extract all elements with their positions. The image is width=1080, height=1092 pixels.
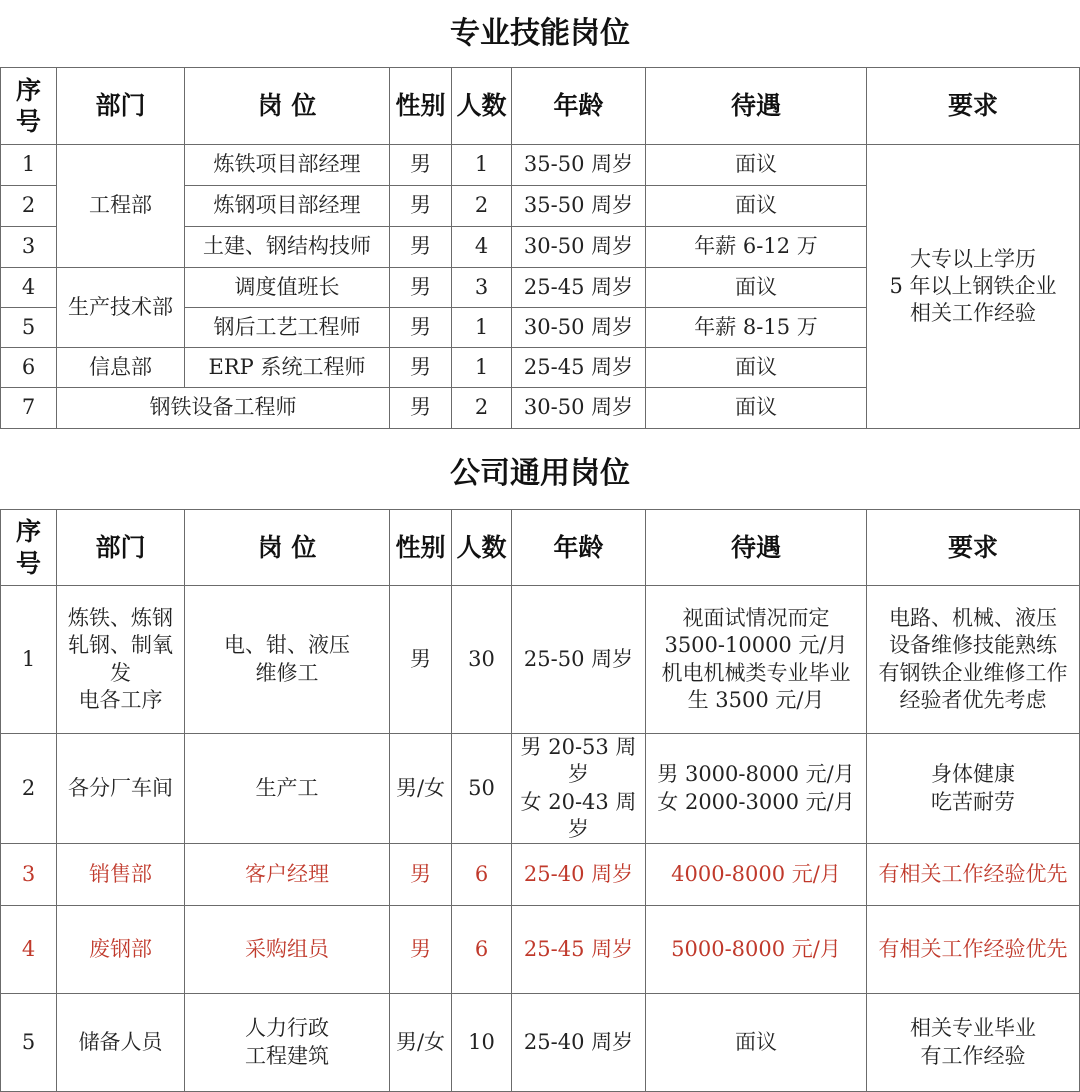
cell-line: 有相关工作经验优先 <box>878 937 1068 962</box>
cell-line: 有工作经验 <box>920 1043 1026 1068</box>
cell-line: 储备人员 <box>78 1030 163 1055</box>
cell-line: 女 2000-3000 元/月 <box>657 789 855 814</box>
age-cell: 30-50 周岁 <box>512 227 646 268</box>
age-cell: 30-50 周岁 <box>512 308 646 348</box>
pay-cell <box>646 586 867 734</box>
position-cell: 调度值班长 <box>185 268 390 308</box>
table-row <box>1 734 1080 844</box>
table-header-row <box>1 510 1080 586</box>
cell-line: 各分厂车间 <box>68 775 173 800</box>
dept-cell: 信息部 <box>57 348 185 388</box>
gender-cell: 男 <box>390 186 452 227</box>
header-index: 序 号 <box>1 68 57 145</box>
cell-line: 女 20-43 周岁 <box>520 789 637 841</box>
row-index <box>1 906 57 994</box>
position-cell <box>185 994 390 1092</box>
table-row <box>1 994 1080 1092</box>
cell-line: 5 <box>21 1030 36 1055</box>
count-cell <box>452 906 512 994</box>
pay-cell: 面议 <box>646 268 867 308</box>
gender-cell <box>390 994 452 1092</box>
cell-line: 维修工 <box>255 660 319 685</box>
cell-line: 机电机械类专业毕业 <box>661 660 851 685</box>
dept-cell <box>57 906 185 994</box>
req-cell <box>867 906 1080 994</box>
age-cell <box>512 734 646 844</box>
count-cell: 1 <box>452 308 512 348</box>
gender-cell <box>390 906 452 994</box>
age-cell <box>512 994 646 1092</box>
header-requirement: 要求 <box>867 68 1080 145</box>
cell-line: 25-45 周岁 <box>523 937 634 962</box>
row-index <box>1 844 57 906</box>
position-cell: 钢铁设备工程师 <box>57 388 390 429</box>
header-gender: 性别 <box>390 68 452 145</box>
pay-cell <box>646 906 867 994</box>
cell-line: 电各工序 <box>78 687 163 712</box>
cell-line: 3500-10000 元/月 <box>664 633 848 658</box>
gender-cell: 男 <box>390 268 452 308</box>
row-index <box>1 734 57 844</box>
pay-cell: 年薪 8-15 万 <box>646 308 867 348</box>
gender-cell: 男 <box>390 308 452 348</box>
age-cell <box>512 586 646 734</box>
professional-positions-table <box>0 67 1080 429</box>
cell-line: 工程建筑 <box>245 1043 329 1068</box>
cell-line: 男 <box>410 937 431 962</box>
header-pay: 待遇 <box>646 510 867 586</box>
dept-cell: 工程部 <box>57 145 185 268</box>
gender-cell <box>390 844 452 906</box>
dept-cell <box>57 586 185 734</box>
cell-line: 50 <box>468 775 495 800</box>
cell-line: 采购组员 <box>245 937 329 962</box>
pay-cell: 面议 <box>646 186 867 227</box>
cell-line: 男/女 <box>395 775 446 800</box>
cell-line: 25-40 周岁 <box>523 1030 634 1055</box>
gender-cell: 男 <box>390 145 452 186</box>
position-cell: 土建、钢结构技师 <box>185 227 390 268</box>
req-cell <box>867 734 1080 844</box>
pay-cell: 面议 <box>646 348 867 388</box>
cell-line: 吃苦耐劳 <box>931 789 1015 814</box>
row-index: 7 <box>1 388 57 429</box>
cell-line: 视面试情况而定 <box>682 605 830 630</box>
position-cell: 钢后工艺工程师 <box>185 308 390 348</box>
cell-line: 人力行政 <box>245 1016 329 1041</box>
header-pay: 待遇 <box>646 68 867 145</box>
section-title-professional: 专业技能岗位 <box>450 16 630 51</box>
cell-line: 1 <box>21 646 36 671</box>
dept-cell <box>57 994 185 1092</box>
cell-line: 25-40 周岁 <box>523 862 634 887</box>
pay-cell: 年薪 6-12 万 <box>646 227 867 268</box>
count-cell: 4 <box>452 227 512 268</box>
age-cell: 25-45 周岁 <box>512 268 646 308</box>
table-row <box>1 145 1080 186</box>
cell-line: 身体健康 <box>931 762 1015 787</box>
position-cell <box>185 586 390 734</box>
position-cell <box>185 734 390 844</box>
pay-cell <box>646 734 867 844</box>
table-row <box>1 586 1080 734</box>
count-cell <box>452 734 512 844</box>
cell-line: 男 3000-8000 元/月 <box>657 762 855 787</box>
pay-cell <box>646 844 867 906</box>
header-position: 岗 位 <box>185 510 390 586</box>
cell-line: 炼铁、炼钢 <box>68 605 173 630</box>
pay-cell <box>646 994 867 1092</box>
cell-line: 生产工 <box>255 775 319 800</box>
row-index: 1 <box>1 145 57 186</box>
age-cell: 25-45 周岁 <box>512 348 646 388</box>
cell-line: 4000-8000 元/月 <box>671 862 841 887</box>
cell-line: 经验者优先考虑 <box>899 687 1047 712</box>
section-title-general: 公司通用岗位 <box>450 456 630 491</box>
dept-cell <box>57 734 185 844</box>
header-requirement: 要求 <box>867 510 1080 586</box>
header-count: 人数 <box>452 68 512 145</box>
count-cell: 2 <box>452 186 512 227</box>
cell-line: 轧钢、制氧发 <box>68 633 173 685</box>
cell-line: 设备维修技能熟练 <box>889 633 1057 658</box>
cell-line: 5000-8000 元/月 <box>671 937 841 962</box>
row-index: 3 <box>1 227 57 268</box>
cell-line: 10 <box>468 1030 495 1055</box>
count-cell: 2 <box>452 388 512 429</box>
cell-line: 废钢部 <box>89 937 152 962</box>
cell-line: 销售部 <box>89 862 152 887</box>
cell-line: 男/女 <box>395 1030 446 1055</box>
count-cell <box>452 844 512 906</box>
age-cell <box>512 844 646 906</box>
count-cell <box>452 586 512 734</box>
requirement-cell: 大专以上学历 5 年以上钢铁企业 相关工作经验 <box>867 145 1080 429</box>
row-index: 5 <box>1 308 57 348</box>
cell-line: 电路、机械、液压 <box>889 605 1057 630</box>
count-cell <box>452 994 512 1092</box>
dept-cell: 生产技术部 <box>57 268 185 348</box>
req-cell <box>867 586 1080 734</box>
header-dept: 部门 <box>57 510 185 586</box>
cell-line: 2 <box>21 775 36 800</box>
count-cell: 1 <box>452 145 512 186</box>
cell-line: 面议 <box>735 1030 777 1055</box>
table-header-row <box>1 68 1080 145</box>
table-row <box>1 906 1080 994</box>
gender-cell: 男 <box>390 388 452 429</box>
cell-line: 男 <box>410 862 431 887</box>
age-cell: 35-50 周岁 <box>512 145 646 186</box>
header-position: 岗 位 <box>185 68 390 145</box>
row-index: 4 <box>1 268 57 308</box>
dept-cell <box>57 844 185 906</box>
position-cell: 炼铁项目部经理 <box>185 145 390 186</box>
gender-cell <box>390 734 452 844</box>
age-cell <box>512 906 646 994</box>
header-dept: 部门 <box>57 68 185 145</box>
position-cell <box>185 906 390 994</box>
position-cell: ERP 系统工程师 <box>185 348 390 388</box>
general-positions-table <box>0 509 1080 1092</box>
table-row <box>1 844 1080 906</box>
cell-line: 6 <box>474 937 489 962</box>
cell-line: 有钢铁企业维修工作 <box>878 660 1068 685</box>
cell-line: 4 <box>21 937 36 962</box>
cell-line: 25-50 周岁 <box>523 646 634 671</box>
position-cell <box>185 844 390 906</box>
gender-cell <box>390 586 452 734</box>
header-index: 序 号 <box>1 510 57 586</box>
cell-line: 3 <box>21 862 36 887</box>
cell-line: 有相关工作经验优先 <box>878 862 1068 887</box>
header-age: 年龄 <box>512 68 646 145</box>
cell-line: 30 <box>468 646 495 671</box>
pay-cell: 面议 <box>646 145 867 186</box>
cell-line: 6 <box>474 862 489 887</box>
req-cell <box>867 844 1080 906</box>
gender-cell: 男 <box>390 227 452 268</box>
header-count: 人数 <box>452 510 512 586</box>
cell-line: 客户经理 <box>245 862 329 887</box>
position-cell: 炼钢项目部经理 <box>185 186 390 227</box>
pay-cell: 面议 <box>646 388 867 429</box>
cell-line: 相关专业毕业 <box>910 1016 1036 1041</box>
row-index: 6 <box>1 348 57 388</box>
cell-line: 男 <box>410 646 431 671</box>
req-cell <box>867 994 1080 1092</box>
header-gender: 性别 <box>390 510 452 586</box>
count-cell: 1 <box>452 348 512 388</box>
row-index: 2 <box>1 186 57 227</box>
age-cell: 35-50 周岁 <box>512 186 646 227</box>
count-cell: 3 <box>452 268 512 308</box>
cell-line: 男 20-53 周岁 <box>520 735 637 787</box>
header-age: 年龄 <box>512 510 646 586</box>
row-index <box>1 586 57 734</box>
cell-line: 电、钳、液压 <box>224 633 350 658</box>
age-cell: 30-50 周岁 <box>512 388 646 429</box>
row-index <box>1 994 57 1092</box>
cell-line: 生 3500 元/月 <box>687 687 825 712</box>
gender-cell: 男 <box>390 348 452 388</box>
